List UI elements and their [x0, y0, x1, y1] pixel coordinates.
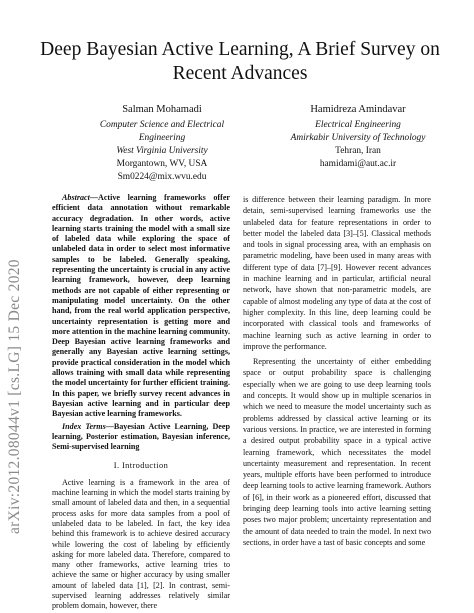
- abstract: [52, 193, 230, 420]
- paper-title: Deep Bayesian Active Learning, A Brief Survey on Recent Advances: [40, 39, 440, 84]
- author-block-1: [86, 103, 238, 184]
- left-column: [52, 193, 230, 612]
- arxiv-identifier: arXiv:2012.08044v1 [cs.LG] 15 Dec 2020: [6, 259, 23, 534]
- abstract-lead: Abstract: [62, 193, 90, 202]
- right-column: [243, 194, 431, 548]
- index-terms-text: —Bayesian Active Learning, Deep learning, Posterior estimation, Bayesian inference, Semi-supervised learning: [52, 421, 230, 452]
- intro-paragraph-1-continued: is difference between their learning paradigm. In more detain, semi-supervised learning frameworks use the unlabeled data for feature representations in order to better model the labeled data [3]–[5]. Classical methods and tools in signal processing area, with an emphasis on parametric modeling, have been used in many areas with different type of data [7]–[9]. However recent advances in machine learning and in particular, artificial neural network, have shown that non-parametric models, are capable of almost modeling any type of data at the cost of higher complexity. In this line, deep learning could be incorporated with classical tools and frameworks of machine learning such as active learning in order to improve the performance.: [243, 195, 431, 351]
- intro-paragraph-2: Representing the uncertainty of either embedding space or output probability space is challenging especially when we are going to use deep learning tools and concepts. It would show up in multiple scenarios in which we need to measure the model uncertainty such as problems addressed by classical active learning or its various versions. In practice, we are interested in forming a desired output probability space in a typical active learning framework, which necessitates the model uncertainty measurement and representation. In recent years, multiple efforts have been performed to introduce deep learning tools to active learning framework. Authors of [6], in their work as a pioneered effort, discussed that bringing deep learning tools into active learning setting poses two major problem; uncertainty representation and the amount of data needed to train the model. In next two sections, in order have a tast of basic concepts and some: [243, 357, 431, 547]
- intro-paragraph-1: Active learning is a framework in the area of machine learning in which the model starts training by small amount of labeled data and then, in a sequential process asks for more data samples from a pool of unlabeled data to be labeled. In fact, the key idea behind this framework is to achieve desired accuracy while lowering the cost of labeling by efficiently asking for more labeled data. Therefore, compared to many other frameworks, active learning tries to achieve the same or higher accuracy by using smaller amount of labeled data [1], [2]. In contrast, semi-supervised learning addresses relatively similar problem domain, however, there: [52, 477, 230, 611]
- author-name: Hamidreza Amindavar: [310, 104, 406, 115]
- author-email: hamidami@aut.ac.ir: [319, 159, 397, 169]
- author-university: West Virginia University: [116, 146, 208, 156]
- author-location: Tehran, Iran: [335, 146, 381, 156]
- author-name: Salman Mohamadi: [122, 104, 202, 115]
- index-terms-lead: Index Terms: [62, 421, 106, 431]
- author-email: Sm0224@mix.wvu.edu: [117, 172, 207, 182]
- author-department: Electrical Engineering: [315, 120, 401, 130]
- author-department: Computer Science and Electrical Engineering: [99, 120, 225, 143]
- author-block-2: [276, 103, 440, 171]
- section-heading: I. Introduction: [113, 461, 169, 471]
- author-location: Morgantown, WV, USA: [116, 159, 208, 169]
- abstract-text: —Active learning frameworks offer efficient data annotation without remarkable accuracy degradation. In other words, active learning starts training the model with a small size of labeled data while exploring the space of unlabeled data in order to select most informative samples to be labeled. Generally speaking, representing the uncertainty is crucial in any active learning framework, however, deep learning methods are not capable of either representing or manipulating model uncertainty. On the other hand, from the real world application perspective, uncertainty representation is getting more and more attention in the machine learning community. Deep Bayesian active learning frameworks and generally any Bayesian active learning settings, provide practical consideration in the model which allows training with small data while representing the model uncertainty for further efficient training. In this paper, we briefly survey recent advances in Bayesian active learning and in particular deep Bayesian active learning frameworks.: [52, 193, 230, 419]
- author-university: Amirkabir University of Technology: [290, 133, 426, 143]
- index-terms: [52, 422, 230, 453]
